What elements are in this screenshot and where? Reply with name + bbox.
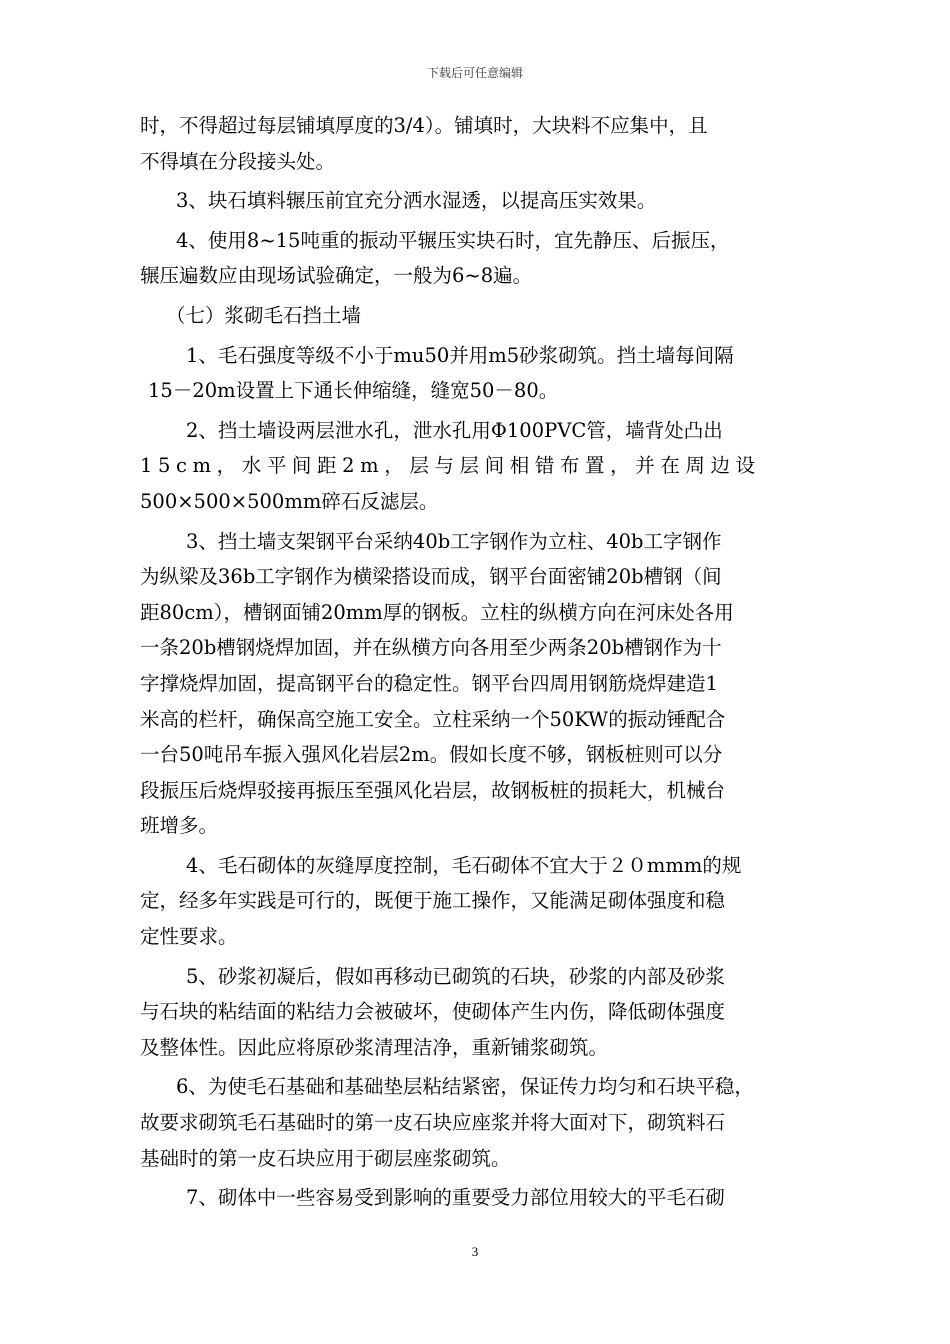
paragraph-fill-material [140, 108, 822, 179]
text-line: 为纵梁及36b工字钢作为横梁搭设而成，钢平台面密铺20b槽钢（间 [140, 565, 722, 589]
text-line: 字撑烧焊加固，提高钢平台的稳定性。钢平台四周用钢筋烧焊建造1 [140, 671, 718, 695]
text-line: 7、砌体中一些容易受到影响的重要受力部位用较大的平毛石砌 [186, 1186, 725, 1210]
section-heading-retaining-wall [140, 298, 822, 334]
paragraph-wall-item-6 [140, 1069, 822, 1176]
text-line: （七）浆砌毛石挡土墙 [166, 303, 362, 327]
text-line: 一台50吨吊车振入强风化岩层2m。假如长度不够，钢板桩则可以分 [140, 743, 723, 767]
text-line: 基础时的第一皮石块应用于砌层座浆砌筑。 [140, 1146, 511, 1170]
text-line: 时，不得超过每层铺填厚度的3/4）。铺填时，大块料不应集中，且 [140, 114, 708, 137]
text-line: 4、毛石砌体的灰缝厚度控制，毛石砌体不宜大于２０mmm的规 [186, 853, 742, 877]
text-line: 班增多。 [140, 814, 219, 838]
text-line: 5、砂浆初凝后，假如再移动已砌筑的石块，砂浆的内部及砂浆 [186, 964, 725, 988]
paragraph-wall-item-1 [140, 338, 822, 409]
text-line: 500×500×500mm碎石反滤层。 [140, 489, 439, 513]
text-line: 与石块的粘结面的粘结力会被破坏，使砌体产生内伤，降低砌体强度 [140, 1000, 726, 1024]
paragraph-wall-item-3 [140, 524, 822, 844]
text-line: 不得填在分段接头处。 [140, 149, 336, 173]
paragraph-wall-item-7 [140, 1180, 822, 1216]
text-line: 及整体性。因此应将原砂浆清理洁净，重新铺浆砌筑。 [140, 1035, 609, 1059]
text-line: 4、使用8~15吨重的振动平辗压实块石时，宜先静压、后振压， [176, 228, 730, 252]
text-line: 3、挡土墙支架钢平台采纳40b工字钢作为立柱、40b工字钢作 [186, 529, 722, 553]
text-line: 6、为使毛石基础和基础垫层粘结紧密，保证传力均匀和石块平稳， [176, 1075, 754, 1099]
text-line: 3、块石填料辗压前宜充分洒水湿透，以提高压实效果。 [176, 189, 657, 213]
paragraph-wall-item-4 [140, 848, 822, 955]
page-header: 下载后可任意编辑 [426, 66, 523, 80]
text-line: 1、毛石强度等级不小于mu50并用m5砂浆砌筑。挡土墙每间隔 [186, 343, 734, 367]
document-body [140, 108, 822, 1220]
text-line: 定性要求。 [140, 925, 238, 949]
paragraph-item-3-watering [140, 183, 822, 219]
paragraph-wall-item-2 [140, 413, 822, 520]
text-line: 辗压遍数应由现场试验确定，一般为6~8遍。 [140, 264, 533, 288]
page-number: 3 [471, 1244, 479, 1259]
text-line: 2、挡土墙设两层泄水孔，泄水孔用Φ100PVC管，墙背处凸出 [186, 418, 723, 442]
text-line: 15cm，水平间距2m，层与层间相错布置，并在周边设 [140, 454, 761, 478]
paragraph-item-4-rolling [140, 223, 822, 294]
text-line: 故要求砌筑毛石基础时的第一皮石块应座浆并将大面对下，砌筑料石 [140, 1111, 726, 1135]
text-line: 一条20b槽钢烧焊加固，并在纵横方向各用至少两条20b槽钢作为十 [140, 636, 722, 660]
text-line: 距80cm），槽钢面铺20mm厚的钢板。立柱的纵横方向在河床处各用 [140, 600, 734, 624]
text-line: 米高的栏杆，确保高空施工安全。立柱采纳一个50KW的振动锤配合 [140, 707, 726, 731]
text-line: 15－20m设置上下通长伸缩缝，缝宽50－80。 [148, 379, 559, 403]
text-line: 段振压后烧焊驳接再振压至强风化岩层，故钢板桩的损耗大，机械台 [140, 778, 726, 802]
text-line: 定，经多年实践是可行的，既便于施工操作，又能满足砌体强度和稳 [140, 889, 726, 913]
paragraph-wall-item-5 [140, 959, 822, 1066]
